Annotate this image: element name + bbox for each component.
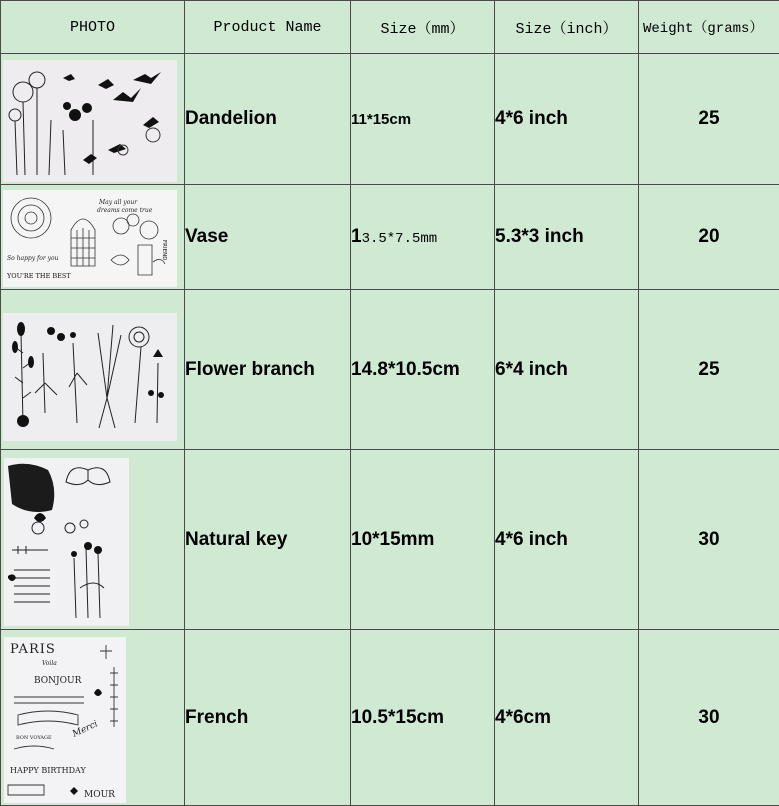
size-mm: 14.8*10.5cm — [351, 290, 495, 450]
table-row — [1, 630, 779, 806]
dandelion-birds-stamp-image — [3, 60, 177, 182]
header-photo: PHOTO — [1, 1, 185, 54]
butterfly-key-drawing — [4, 458, 129, 626]
stamp-text: So happy for you — [7, 255, 59, 262]
header-product-name: Product Name — [185, 1, 351, 54]
size-inch: 4*6cm — [495, 630, 639, 806]
weight: 25 — [639, 54, 779, 185]
table-row — [1, 54, 779, 185]
table-row — [1, 450, 779, 630]
product-name: Natural key — [185, 450, 351, 630]
stamp-text: BON VOYAGE — [16, 735, 52, 741]
header-size-inch: Size（inch） — [495, 1, 639, 54]
size-mm-tail: 3.5*7.5mm — [362, 231, 438, 247]
butterfly-key-stamp-image — [4, 458, 129, 626]
weight: 30 — [639, 450, 779, 630]
weight: 30 — [639, 630, 779, 806]
size-mm-lead: 1 — [351, 226, 362, 247]
product-name: Vase — [185, 185, 351, 290]
weight: 20 — [639, 185, 779, 290]
stamp-text: BONJOUR — [34, 676, 82, 686]
size-mm: 11*15cm — [351, 54, 495, 185]
size-mm: 10.5*15cm — [351, 630, 495, 806]
stamp-text: Merci — [70, 719, 99, 740]
size-mm: 10*15mm — [351, 450, 495, 630]
stamp-text: PARIS — [10, 642, 56, 657]
flower-branch-drawing — [3, 313, 177, 441]
weight: 25 — [639, 290, 779, 450]
stamp-text: FRIEND — [161, 240, 167, 260]
table-row — [1, 185, 779, 290]
stamp-text: YOU'RE THE BEST — [6, 272, 71, 280]
header-row — [1, 1, 779, 54]
vase-stamp-drawing — [3, 190, 177, 287]
size-inch: 5.3*3 inch — [495, 185, 639, 290]
photo-cell — [1, 185, 185, 290]
photo-cell — [1, 54, 185, 185]
size-inch: 4*6 inch — [495, 54, 639, 185]
stamp-text: dreams come true — [97, 207, 153, 214]
flower-branch-stamp-image — [3, 313, 177, 441]
stamp-text: May all your — [98, 199, 138, 206]
stamp-text: HAPPY BIRTHDAY — [10, 766, 86, 775]
header-size-mm: Size（mm） — [351, 1, 495, 54]
dandelion-stamp-drawing — [3, 60, 177, 182]
french-paris-stamp-image — [4, 637, 126, 803]
table-row — [1, 290, 779, 450]
product-name: Flower branch — [185, 290, 351, 450]
size-mm — [351, 185, 495, 290]
photo-cell — [1, 450, 185, 630]
french-stamp-drawing — [4, 637, 126, 803]
photo-cell — [1, 630, 185, 806]
stamp-text: MOUR — [84, 790, 115, 800]
photo-cell — [1, 290, 185, 450]
size-inch: 4*6 inch — [495, 450, 639, 630]
product-name: French — [185, 630, 351, 806]
size-inch: 6*4 inch — [495, 290, 639, 450]
stamp-text: Voila — [42, 660, 57, 667]
vase-birdcage-stamp-image — [3, 190, 177, 287]
header-weight: Weight（grams） — [639, 1, 779, 54]
product-name: Dandelion — [185, 54, 351, 185]
